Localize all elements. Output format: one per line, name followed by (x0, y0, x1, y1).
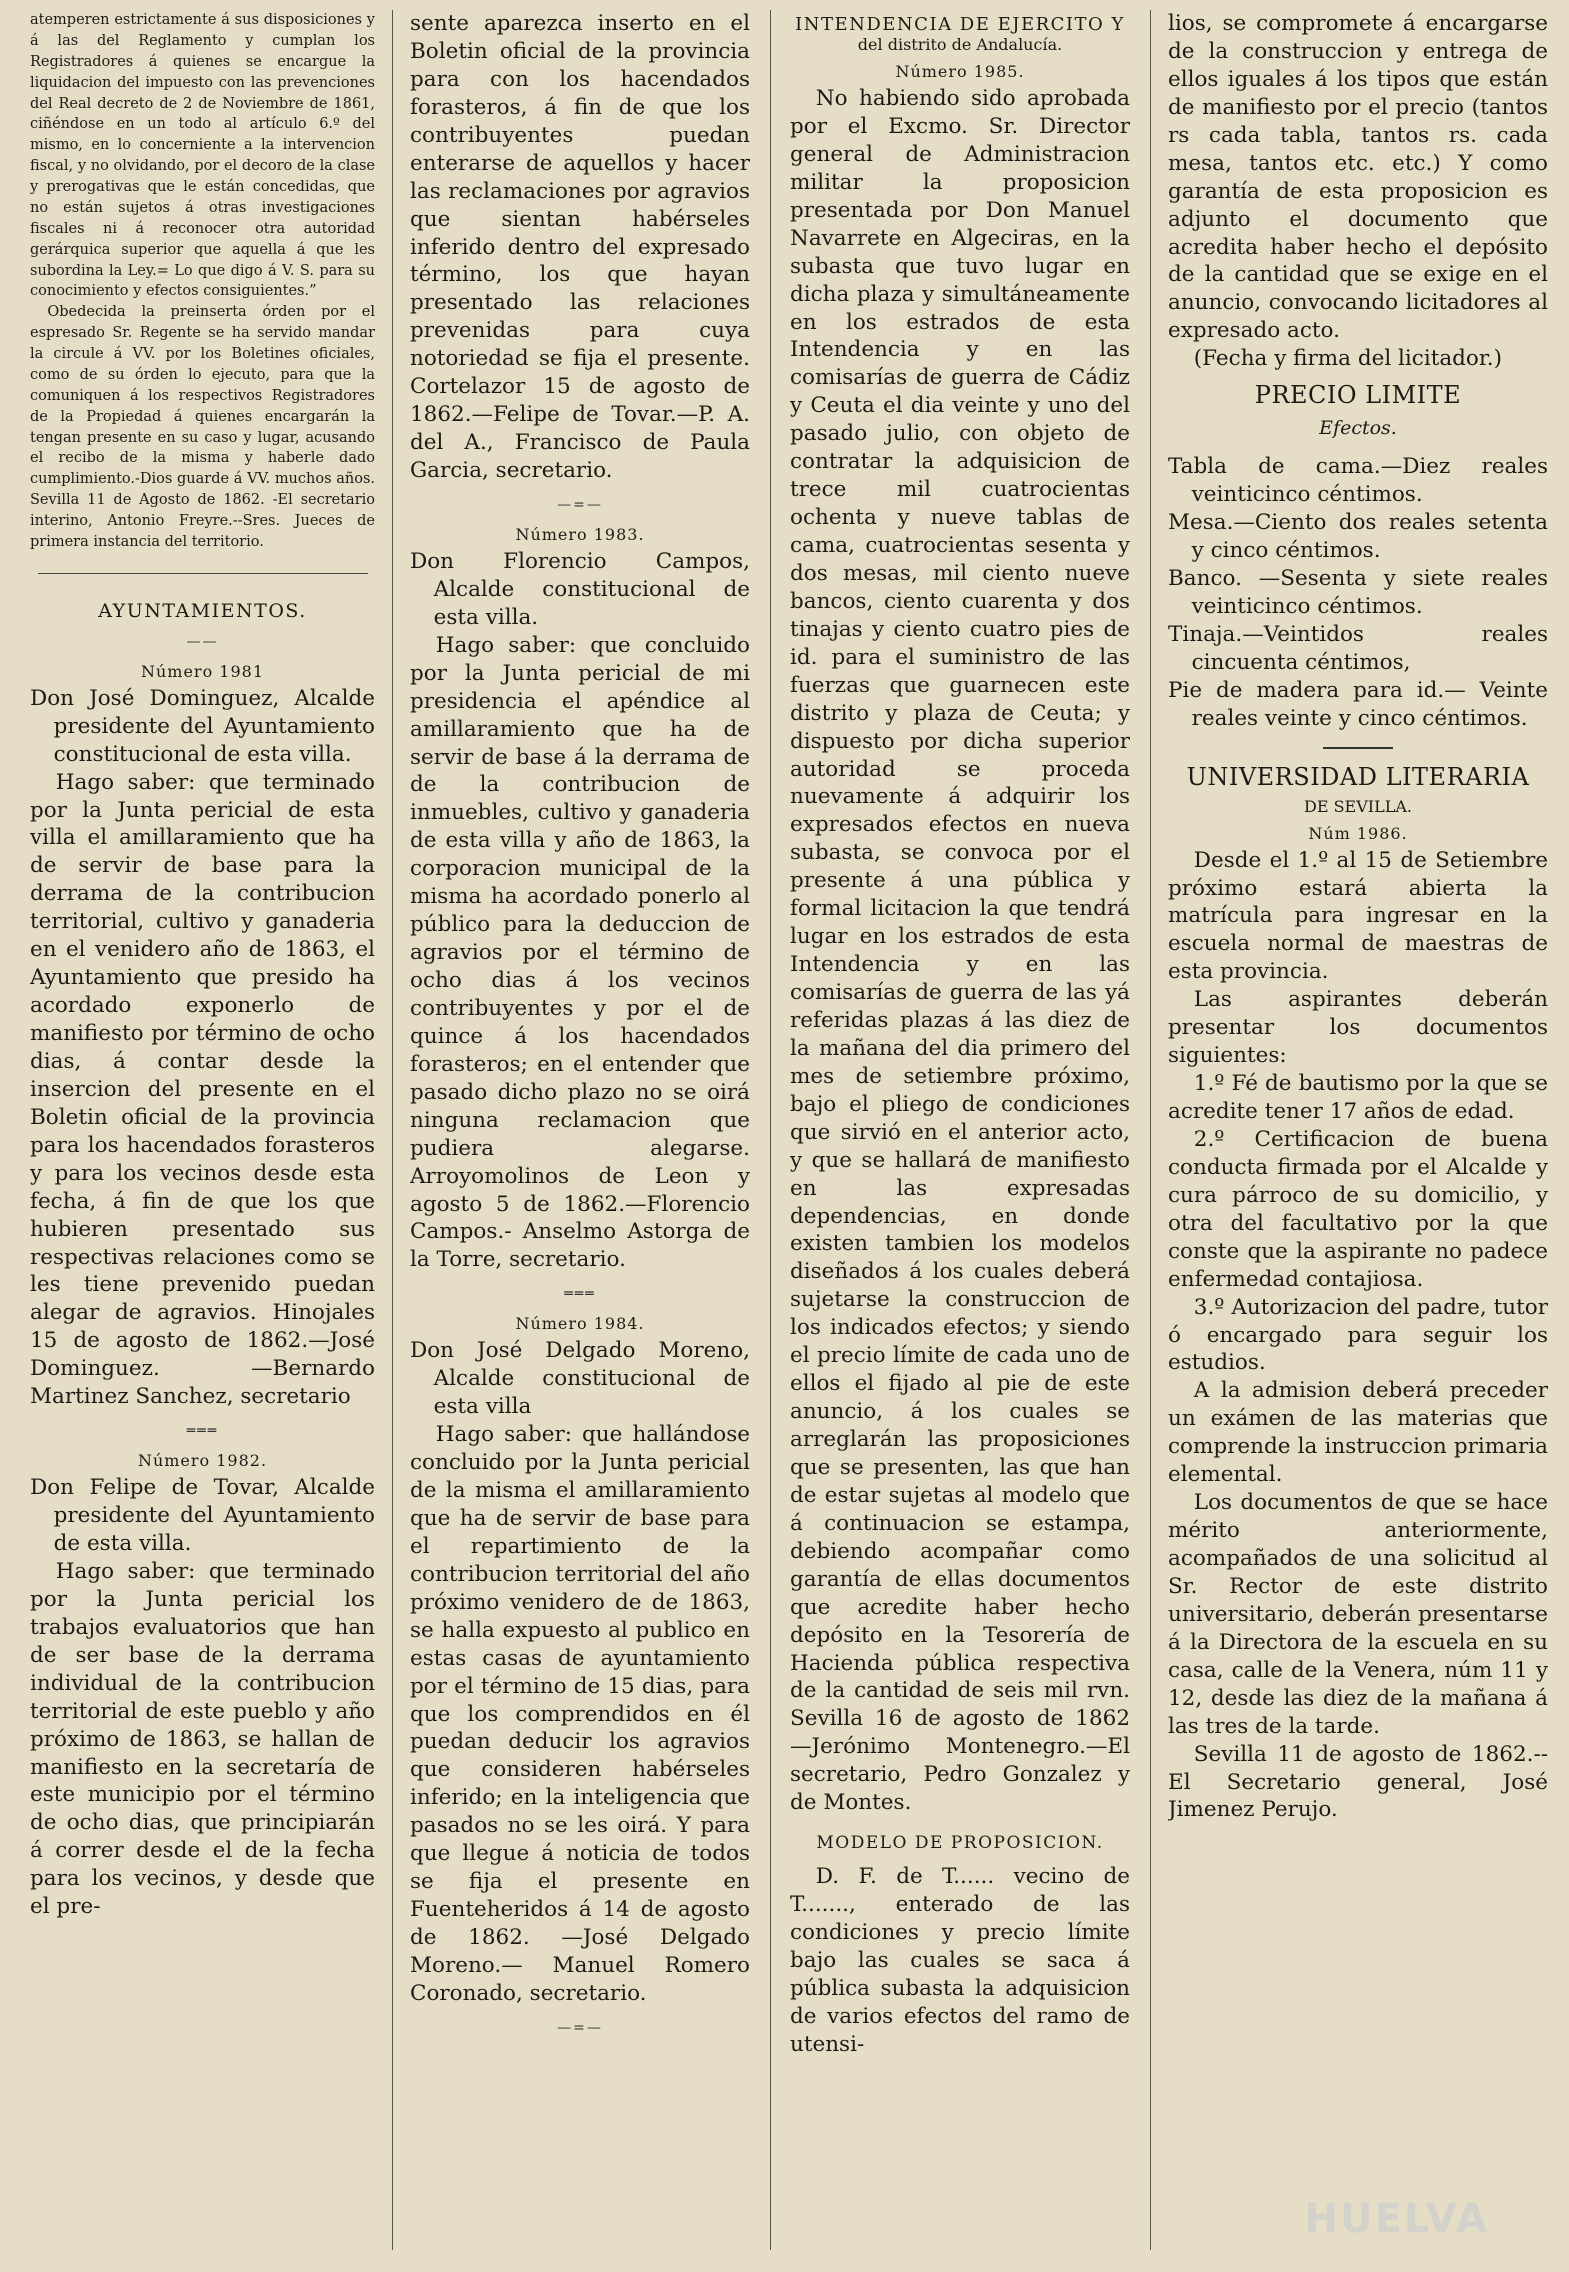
column-rule (770, 10, 771, 2250)
column-3 (790, 10, 1130, 2260)
notice-body: sente aparezca inserto en el Boletin oficial de la provincia para con los hacendados forasteros, á fin de que los contribuyentes puedan enterarse de aquellos y hacer las reclamaciones por agravios que sientan habérseles inferido dentro del expresado término, los que hayan presentado las relaciones prevenidas para cuya notoriedad se fija el presente. Cortelazor 15 de agosto de 1862.—Felipe de Tovar.—P. A. del A., Francisco de Paula Garcia, secretario. (410, 11, 750, 483)
separator: —=— (557, 2019, 603, 2036)
signature-line: (Fecha y firma del licitador.) (1193, 346, 1502, 372)
section-heading: AYUNTAMIENTOS. (98, 599, 307, 622)
notice-body: 3.º Autorizacion del padre, tutor ó encargado para seguir los estudios. (1168, 1294, 1548, 1376)
column-rule (392, 10, 393, 2250)
section-heading: UNIVERSIDAD LITERARIA (1186, 762, 1530, 791)
notice-body: Desde el 1.º al 15 de Setiembre próximo estará abierta la matrícula para ingresar en la escuela normal de maestras de esta provincia. (1168, 847, 1548, 985)
section-subheading: del distrito de Andalucía. (857, 35, 1063, 54)
section-divider (1323, 747, 1393, 749)
section-subheading: DE SEVILLA. (1304, 796, 1412, 816)
notice-body: Hago saber: que terminado por la Junta pericial de esta villa el amillaramiento que ha de servir de base para la derrama de la contribucion territorial, cultivo y ganaderia en el venidero año de 1863, el Ayuntamiento que presido ha acordado exponerlo de manifiesto por término de ocho dias, á contar desde la insercion del presente en el Boletin oficial de la provincia para los hacendados forasteros y para los vecinos desde esta fecha, á fin de que los que hubieren presentado sus respectivas relaciones como se les tiene prevenido puedan alegar de agravios. Hinojales 15 de agosto de 1862.—José Dominguez. —Bernardo Martinez Sanchez, secretario (30, 769, 375, 1410)
section-subheading: Efectos. (1319, 417, 1397, 440)
notice-body: Los documentos de que se hace mérito anteriormente, acompañados de una solicitud al Sr. Rector de este distrito universitario, deberán presentarse á la Directora de la escuela en su casa, calle de la Venera, núm 11 y 12, desde las diez de la mañana á las tres de la tarde. (1168, 1490, 1548, 1739)
notice-number: Número 1985. (895, 62, 1025, 81)
separator: —— (186, 633, 219, 650)
section-heading: MODELO DE PROPOSICION. (816, 1833, 1104, 1854)
notice-number: Número 1982. (137, 1451, 268, 1471)
notice-number: Número 1984. (515, 1314, 645, 1334)
section-heading: INTENDENCIA DE EJERCITO Y (795, 14, 1125, 35)
notice-body: Las aspirantes deberán presentar los documentos siguientes: (1168, 987, 1548, 1069)
column-1 (30, 10, 375, 2260)
notice-body: D. F. de T...... vecino de T......., enterado de las condiciones y precio límite bajo las cuales se saca á pública subasta la adquisicion de varios efectos del ramo de utensi- (790, 1864, 1130, 2057)
section-heading: PRECIO LIMITE (1254, 381, 1462, 410)
notice-body: 1.º Fé de bautismo por la que se acredite tener 17 años de edad. (1168, 1071, 1548, 1124)
price-item: Tabla de cama.—Diez reales veinticinco céntimos. (1168, 454, 1548, 508)
notice-number: Número 1981 (140, 661, 265, 681)
notice-heading: Don Felipe de Tovar, Alcalde presidente del Ayuntamiento de esta villa. (30, 1475, 375, 1556)
separator: —=— (557, 496, 603, 513)
price-item: Pie de madera para id.— Veinte reales veinte y cinco céntimos. (1168, 677, 1548, 731)
price-item: Banco. —Sesenta y siete reales veinticinco céntimos. (1168, 565, 1548, 619)
notice-body: lios, se compromete á encargarse de la construccion y entrega de ellos iguales á los tipos que están de manifiesto por el precio (tantos rs cada tabla, tantos rs. cada mesa, tantos etc. etc.) Y como garantía de esta proposicion es adjunto el documento que acredita haber hecho el depósito de la cantidad que se exige en el anuncio, convocando licitadores al expresado acto. (1168, 11, 1548, 344)
notice-body: Hago saber: que hallándose concluido por la Junta pericial de la misma el amillaramiento que ha de servir de base para el repartimiento de la contribucion territorial del año próximo venidero de de 1863, se halla expuesto al publico en estas casas de ayuntamiento por el término de 15 dias, para que los comprendidos en él puedan deducir los agravios que consideren habérseles inferido; en la inteligencia que pasados no se les oirá. Y para que llegue á noticia de todos se fija el presente en Fuenteheridos á 14 de agosto de 1862. —José Delgado Moreno.— Manuel Romero Coronado, secretario. (410, 1422, 750, 2006)
notice-heading: Don Florencio Campos, Alcalde constitucional de esta villa. (410, 548, 750, 630)
notice-heading: Don José Dominguez, Alcalde presidente del Ayuntamiento constitucional de esta villa. (30, 685, 375, 767)
column-rule (1150, 10, 1151, 2250)
separator: ═══ (186, 1423, 219, 1440)
price-item: Mesa.—Ciento dos reales setenta y cinco céntimos. (1168, 510, 1548, 563)
notice-body: Sevilla 11 de agosto de 1862.--El Secretario general, José Jimenez Perujo. (1168, 1741, 1548, 1823)
notice-heading: Don José Delgado Moreno, Alcalde constitucional de esta villa (410, 1338, 750, 1420)
notice-body: No habiendo sido aprobada por el Excmo. Sr. Director general de Administracion militar la proposicion presentada por Don Manuel Navarrete en Algeciras, en la subasta que tuvo lugar en dicha plaza y simultáneamente en los estrados de esta Intendencia y en las comisarías de guerra de Cádiz y Ceuta el dia veinte y uno del pasado julio, con objeto de contratar la adquisicion de trece mil cuatrocientas ochenta y nueve tablas de cama, cuatrocientas sesenta y dos mesas, mil ciento nueve bancos, ciento cuarenta y dos tinajas y ciento cuatro pies de id. para el suministro de las fuerzas que guarnecen este distrito y plaza de Ceuta; y dispuesto por dicha superior autoridad se proceda nuevamente á adquirir los expresados efectos en nueva subasta, se convoca por el presente á una pública y formal licitacion la que tendrá lugar en los estrados de esta Intendencia y en las comisarías de guerra de las yá referidas plazas á las diez de la mañana del dia primero del mes de setiembre próximo, bajo el pliego de condiciones que sirvió en el anterior acto, y que se hallará de manifiesto en las expresadas dependencias, en donde existen tambien los modelos diseñados á los cuales deberá sujetarse la construccion de los indicados efectos; y siendo el precio límite de cada uno de ellos el fijado al pie de este anuncio, á los cuales se arreglarán las proposiciones que se presenten, las que han de estar sujetas al modelo que á continuacion se estampa, debiendo acompañar como garantía de ellas documentos que acredite haber hecho depósito en la Tesorería de Hacienda pública respectiva de la cantidad de seis mil rvn. Sevilla 16 de agosto de 1862 —Jerónimo Montenegro.—El secretario, Pedro Gonzalez y de Montes. (790, 86, 1130, 1816)
notice-body: Hago saber: que terminado por la Junta pericial los trabajos evaluatorios que han de ser base de la derrama individual de la contribucion territorial de este pueblo y año próximo de 1863, se hallan de manifiesto en la secretaría de este municipio por el término de ocho dias, que principiarán á correr desde el de la fecha para los vecinos, y desde que el pre- (30, 1558, 375, 1920)
notice-number: Núm 1986. (1308, 823, 1408, 843)
notice-number: Número 1983. (515, 524, 645, 544)
separator: ═══ (564, 1286, 596, 1303)
column-2 (410, 10, 750, 2260)
notice-body: A la admision deberá preceder un exámen de las materias que comprende la instruccion primaria elemental. (1168, 1378, 1548, 1488)
archive-watermark: HUELVA (1304, 2196, 1489, 2242)
notice-body: 2.º Certificacion de buena conducta firmada por el Alcalde y cura párroco de su domicilio, y otra del facultativo por la que conste que la aspirante no padece enfermedad contajiosa. (1168, 1126, 1548, 1292)
circular-text: atemperen estrictamente á sus disposiciones y á las del Reglamento y cumplan los Registradores á quienes se encargue la liquidacion del impuesto con las prevenciones del Real decreto de 2 de Noviembre de 1861, ciñéndose en un todo al artículo 6.º del mismo, en lo concerniente a la intervencion fiscal, y no olvidando, por el decoro de la clase y prerogativas que le están concedidas, que no están sujetos á otras investigaciones fiscales ni á reconocer otra autoridad gerárquica superior que aquella á que les subordina la Ley.= Lo que digo á V. S. para su conocimiento y efectos consiguientes.” (30, 12, 375, 300)
column-4 (1168, 10, 1548, 2260)
section-divider (38, 573, 368, 574)
circular-text: Obedecida la preinserta órden por el espresado Sr. Regente se ha servido mandar la circule á VV. por los Boletines oficiales, como de su órden lo ejecuto, para que la comuniquen á los respectivos Registradores de la Propiedad á quienes encargarán la tengan presente en su caso y lugar, acusando el recibo de la misma y haberle dado cumplimiento.-Dios guarde á VV. muchos años. Sevilla 11 de Agosto de 1862. -El secretario interino, Antonio Freyre.--Sres. Jueces de primera instancia del territorio. (30, 304, 375, 550)
price-item: Tinaja.—Veintidos reales cincuenta céntimos, (1168, 621, 1548, 675)
notice-body: Hago saber: que concluido por la Junta pericial de mi presidencia el apéndice al amillaramiento que ha de servir de base á la derrama de de la contribucion de inmuebles, cultivo y ganaderia de esta villa y año de 1863, la corporacion municipal de la misma ha acordado ponerlo al público para la deduccion de agravios por el término de ocho dias á los vecinos contribuyentes y por el de quince á los hacendados forasteros; en el entender que pasado dicho plazo no se oirá ninguna reclamacion que pudiera alegarse. Arroyomolinos de Leon y agosto 5 de 1862.—Florencio Campos.- Anselmo Astorga de la Torre, secretario. (410, 632, 750, 1273)
